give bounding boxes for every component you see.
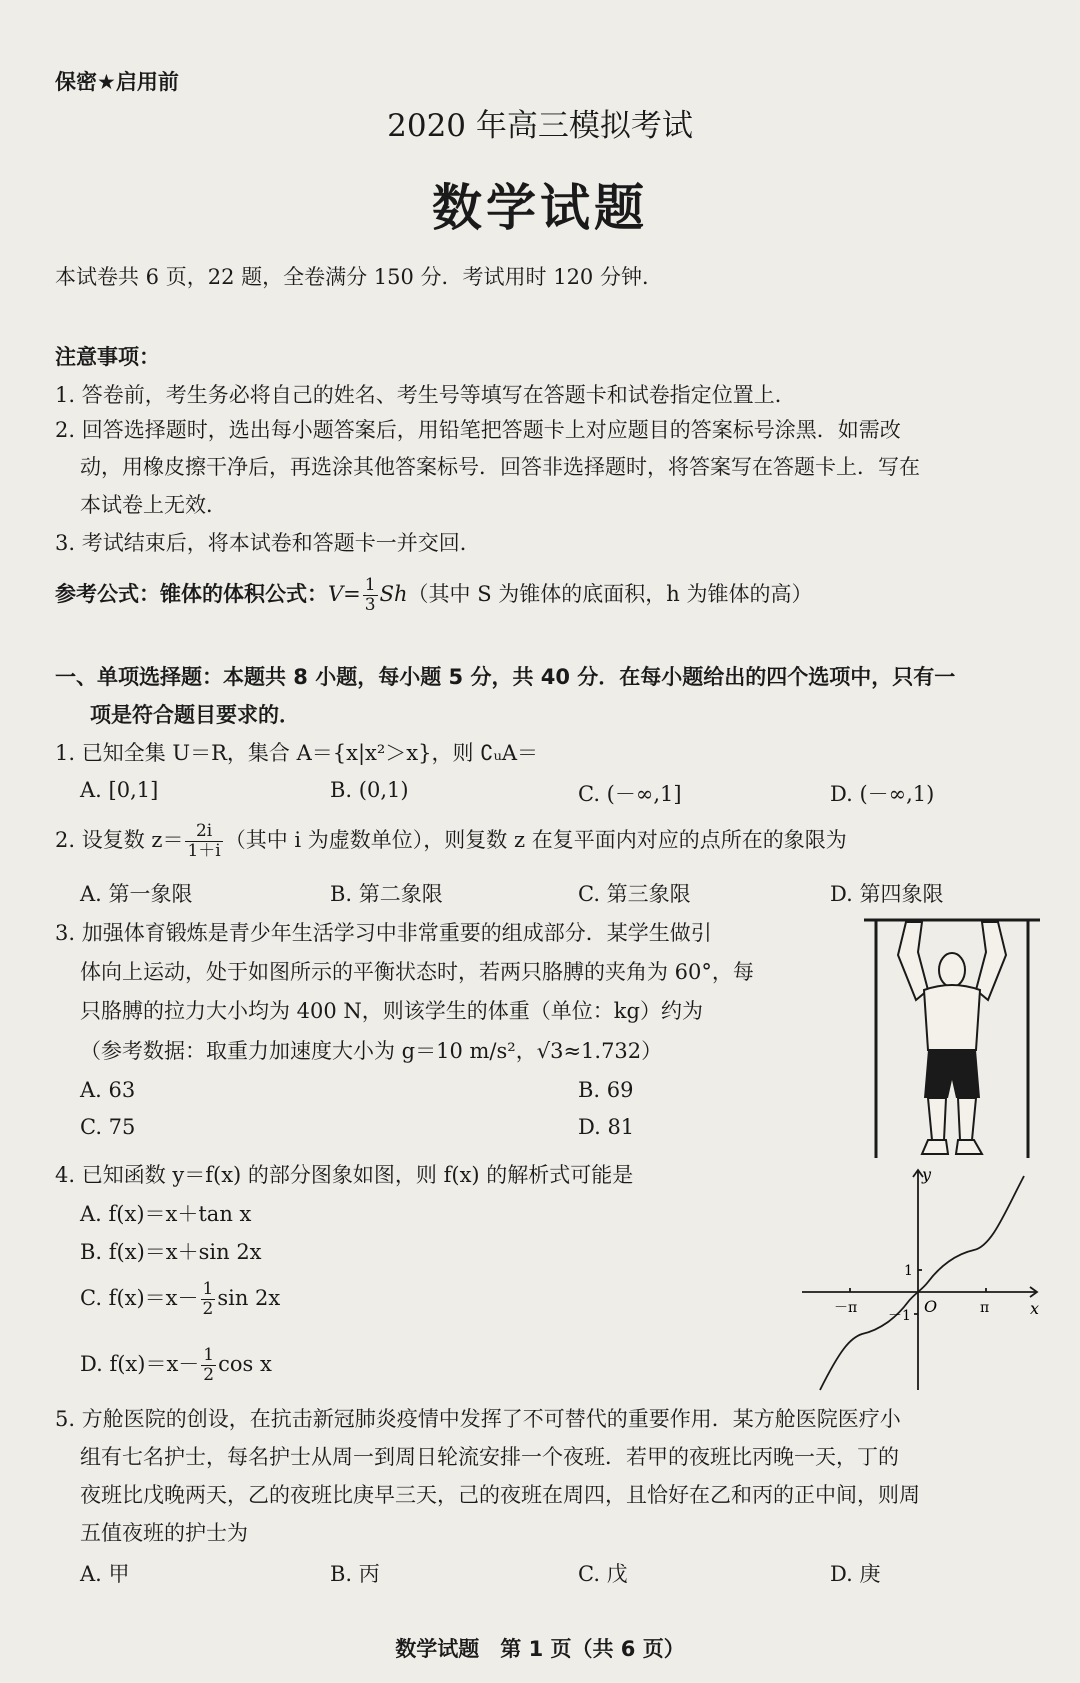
question-5-line-2: 组有七名护士，每名护士从周一到周日轮流安排一个夜班．若甲的夜班比丙晚一天，丁的 (80, 1445, 899, 1469)
one-label: 1 (904, 1263, 913, 1279)
pi-label: π (980, 1300, 990, 1316)
exam-title: 数学试题 (432, 178, 648, 237)
note-1: 1. 答卷前，考生务必将自己的姓名、考生号等填写在答题卡和试卷指定位置上． (55, 383, 796, 407)
origin-label: O (924, 1297, 938, 1316)
q2-option-b: B. 第二象限 (330, 882, 443, 906)
question-5-line-3: 夜班比戊晚两天，乙的夜班比庚早三天，己的夜班在周四，且恰好在乙和丙的正中间，则周 (80, 1483, 920, 1507)
function-graph (800, 1162, 1045, 1392)
q3-option-d: D. 81 (578, 1115, 635, 1139)
q2-post: （其中 i 为虚数单位），则复数 z 在复平面内对应的点所在的象限为 (224, 828, 847, 852)
q1-option-a: A. [0,1] (80, 778, 159, 802)
exam-subtitle: 2020 年高三模拟考试 (387, 108, 693, 144)
q3-option-c: C. 75 (80, 1115, 136, 1139)
note-2-line-3: 本试卷上无效． (80, 493, 227, 517)
question-3-line-4: （参考数据：取重力加速度大小为 g＝10 m/s²，√3≈1.732） (80, 1039, 663, 1063)
q2-fraction (185, 822, 222, 861)
q4-c-pre: C. f(x)＝x－ (80, 1286, 199, 1310)
q4-option-d (80, 1346, 272, 1385)
q1-option-d: D. (－∞,1) (830, 782, 935, 806)
q4-option-c (80, 1280, 280, 1319)
formula-v: V (328, 582, 344, 606)
q4-d-post: cos x (218, 1352, 272, 1376)
q4-d-num: 1 (203, 1345, 215, 1365)
fraction-denominator: 3 (364, 595, 376, 615)
q1-option-b: B. (0,1) (330, 778, 409, 802)
q5-option-b: B. 丙 (330, 1562, 380, 1586)
q1-option-c: C. (－∞,1] (578, 782, 682, 806)
notes-heading: 注意事项： (55, 345, 160, 369)
q4-c-num: 1 (202, 1279, 214, 1299)
q4-c-fraction (201, 1280, 216, 1319)
x-axis-label: x (1030, 1299, 1040, 1318)
q5-option-c: C. 戊 (578, 1562, 628, 1586)
question-3-line-2: 体向上运动，处于如图所示的平衡状态时，若两只胳膊的夹角为 60°，每 (80, 960, 754, 984)
y-axis-label: y (922, 1165, 932, 1184)
q5-option-a: A. 甲 (80, 1562, 130, 1586)
q4-option-a: A. f(x)＝x＋tan x (80, 1202, 252, 1226)
question-3-line-3: 只胳膊的拉力大小均为 400 N，则该学生的体重（单位：kg）约为 (80, 999, 703, 1023)
q2-option-d: D. 第四象限 (830, 882, 944, 906)
question-2-stem (55, 822, 847, 861)
q2-option-c: C. 第三象限 (578, 882, 691, 906)
q4-c-den: 2 (202, 1299, 214, 1319)
question-1-stem: 1. 已知全集 U＝R，集合 A＝{x|x²＞x}，则 ∁ᵤA＝ (55, 741, 539, 765)
q2-pre: 2. 设复数 z＝ (55, 828, 184, 852)
q4-option-b: B. f(x)＝x＋sin 2x (80, 1240, 262, 1264)
formula-rest: （其中 S 为锥体的底面积，h 为锥体的高） (407, 582, 813, 606)
q4-c-post: sin 2x (217, 1286, 281, 1310)
intro-text: 本试卷共 6 页，22 题，全卷满分 150 分．考试用时 120 分钟． (55, 265, 663, 289)
q3-option-b: B. 69 (578, 1078, 634, 1102)
section-1-line-1: 一、单项选择题：本题共 8 小题，每小题 5 分，共 40 分．在每小题给出的四个选项中，只有一 (55, 665, 956, 689)
neg-pi-label: －π (834, 1300, 858, 1316)
note-2-line-2: 动，用橡皮擦干净后，再选涂其他答案标号．回答非选择题时，将答案写在答题卡上．写在 (80, 455, 920, 479)
q4-d-fraction (201, 1346, 216, 1385)
formula-eq: = (343, 582, 361, 606)
pull-up-figure (862, 910, 1042, 1158)
q4-d-den: 2 (203, 1365, 215, 1385)
note-3: 3. 考试结束后，将本试卷和答题卡一并交回． (55, 531, 481, 555)
question-5-line-1: 5. 方舱医院的创设，在抗击新冠肺炎疫情中发挥了不可替代的重要作用．某方舱医院医疗小 (55, 1407, 901, 1431)
question-3-line-1: 3. 加强体育锻炼是青少年生活学习中非常重要的组成部分．某学生做引 (55, 921, 712, 945)
q4-d-pre: D. f(x)＝x－ (80, 1352, 200, 1376)
page-footer: 数学试题 第 1 页（共 6 页） (395, 1637, 685, 1661)
formula-label: 参考公式：锥体的体积公式： (55, 582, 328, 606)
q2-denominator: 1＋i (187, 841, 221, 861)
neg-one-label: －1 (888, 1308, 911, 1324)
formula-fraction (363, 576, 378, 615)
reference-formula (55, 576, 812, 615)
q2-option-a: A. 第一象限 (80, 882, 193, 906)
q5-option-d: D. 庚 (830, 1562, 881, 1586)
question-4-stem: 4. 已知函数 y＝f(x) 的部分图象如图，则 f(x) 的解析式可能是 (55, 1163, 634, 1187)
q3-option-a: A. 63 (80, 1078, 136, 1102)
formula-sh: Sh (379, 582, 408, 606)
fraction-numerator: 1 (364, 575, 376, 595)
note-2-line-1: 2. 回答选择题时，选出每小题答案后，用铅笔把答题卡上对应题目的答案标号涂黑．如需改 (55, 418, 901, 442)
q2-numerator: 2i (185, 822, 222, 842)
curve (820, 1176, 1024, 1390)
section-1-line-2: 项是符合题目要求的． (90, 703, 300, 727)
confidential-mark: 保密★启用前 (55, 70, 179, 94)
question-5-line-4: 五值夜班的护士为 (80, 1521, 248, 1545)
